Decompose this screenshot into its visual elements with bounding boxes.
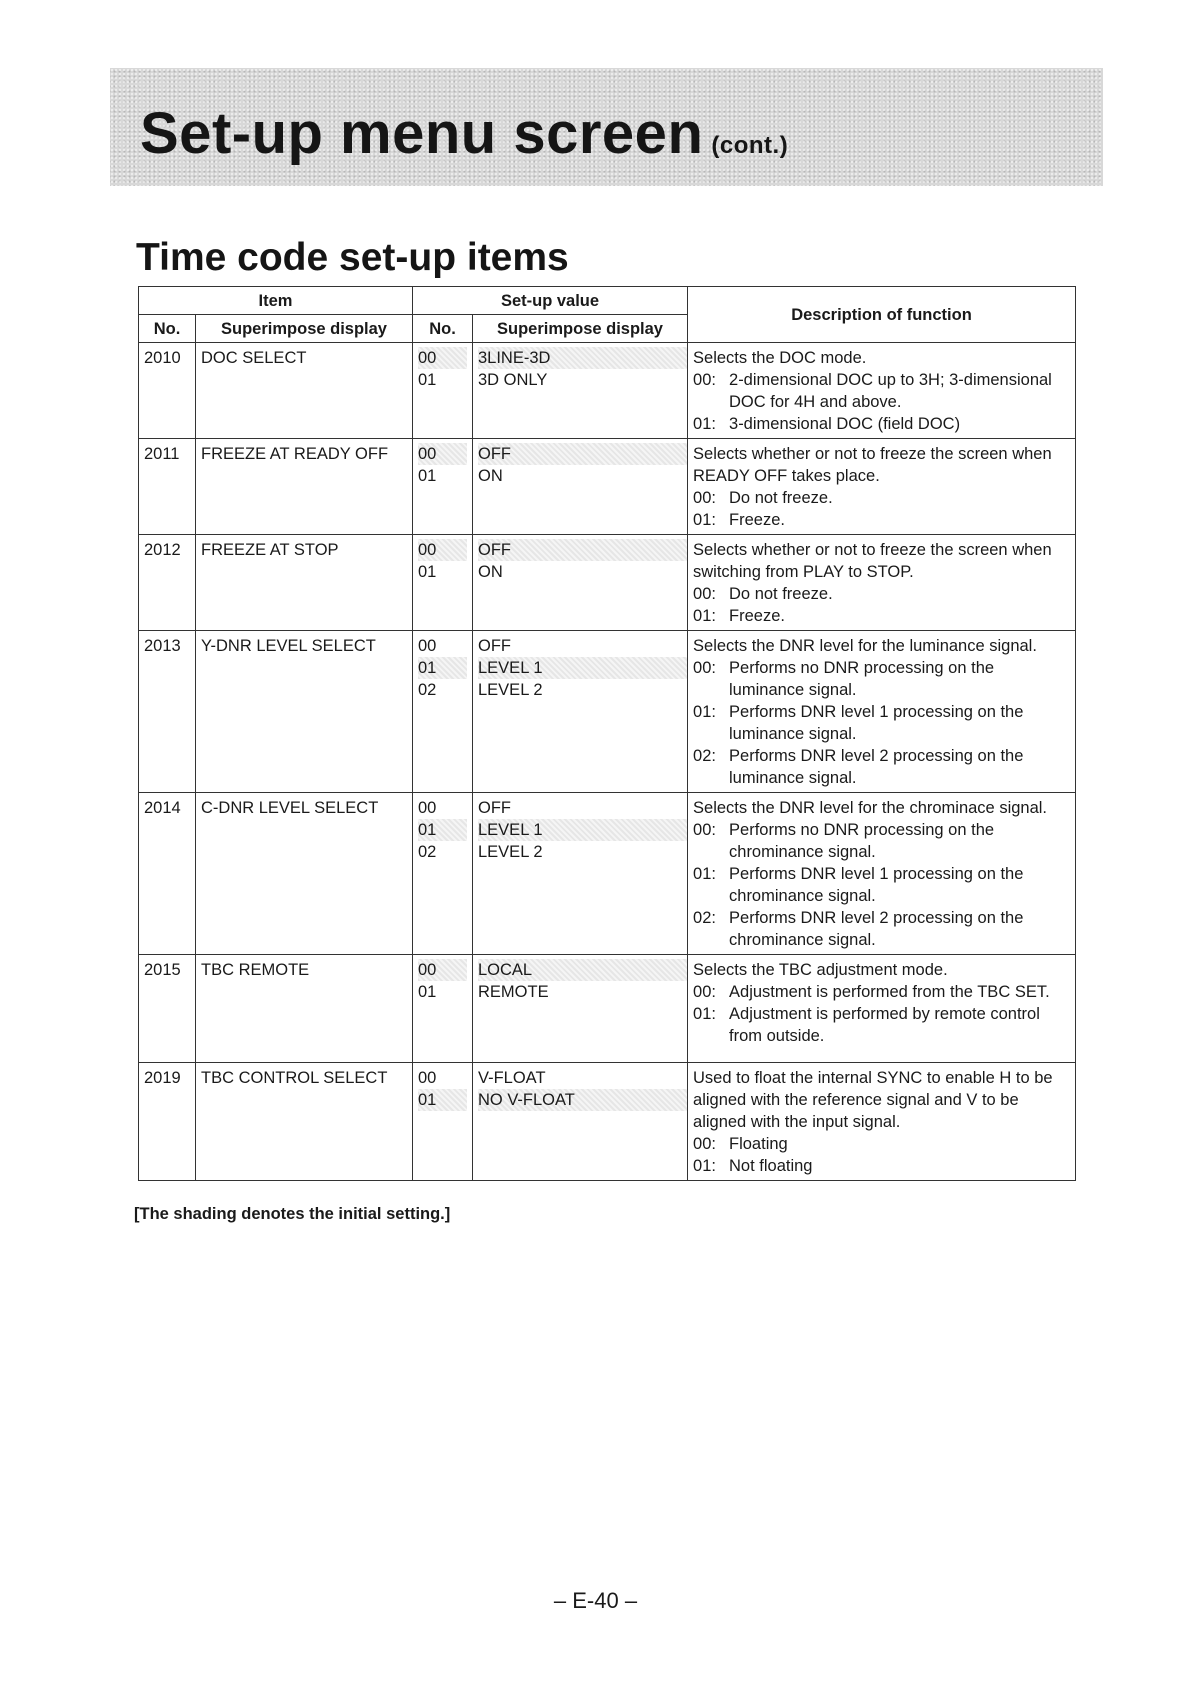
page-number: – E-40 – — [553, 1588, 638, 1613]
table-row — [139, 955, 1076, 1063]
table-row — [139, 793, 1076, 955]
setup-value-number: 01 — [418, 467, 437, 485]
setup-value-label: OFF — [478, 443, 688, 465]
setup-value-number: 01 — [418, 983, 437, 1001]
option-text: Adjustment is performed from the TBC SET. — [729, 983, 1050, 1001]
option-text: Floating — [729, 1135, 788, 1153]
header-item-no: No. — [139, 315, 196, 343]
description-option — [693, 981, 1070, 1003]
function-description — [688, 535, 1076, 631]
option-text: Performs DNR level 2 processing on the luminance signal. — [729, 747, 1024, 787]
table-header-row-1 — [139, 287, 1076, 315]
function-description — [688, 343, 1076, 439]
setup-value-number: 00 — [418, 637, 437, 655]
option-text: Performs DNR level 1 processing on the luminance signal. — [729, 703, 1024, 743]
option-text: Performs no DNR processing on the luminance signal. — [729, 659, 995, 699]
description-text: Selects whether or not to freeze the screen when READY OFF takes place. — [693, 445, 1052, 485]
item-number: 2011 — [139, 439, 196, 535]
setup-value-displays — [473, 793, 688, 955]
option-key: 00: — [693, 983, 716, 1001]
setup-value-label: NO V-FLOAT — [478, 1089, 688, 1111]
setup-value-number: 01 — [418, 371, 437, 389]
option-key: 00: — [693, 489, 716, 507]
option-key: 01: — [693, 703, 716, 721]
setup-value-numbers — [413, 439, 473, 535]
setup-value-numbers — [413, 343, 473, 439]
table-row — [139, 343, 1076, 439]
option-text: Not floating — [729, 1157, 813, 1175]
description-text: Selects the DOC mode. — [693, 349, 867, 367]
option-key: 02: — [693, 909, 716, 927]
table-row — [139, 631, 1076, 793]
option-text: 3-dimensional DOC (field DOC) — [729, 415, 961, 433]
header-item-superimpose: Superimpose display — [196, 315, 413, 343]
description-option — [693, 657, 1070, 701]
description-option — [693, 701, 1070, 745]
option-text: Do not freeze. — [729, 489, 833, 507]
setup-value-number: 02 — [418, 681, 437, 699]
header-banner — [110, 68, 1103, 186]
page-title-text: Set-up menu screen — [140, 101, 704, 166]
option-key: 00: — [693, 371, 716, 389]
setup-value-number: 01 — [418, 657, 467, 679]
description-option — [693, 583, 1070, 605]
setup-value-label: LEVEL 2 — [478, 681, 543, 699]
description-option — [693, 907, 1070, 951]
setup-value-numbers — [413, 535, 473, 631]
setup-value-label: 3LINE-3D — [478, 347, 688, 369]
item-superimpose-display: TBC REMOTE — [196, 955, 413, 1063]
description-option — [693, 605, 1070, 627]
description-option — [693, 487, 1070, 509]
item-superimpose-display: Y-DNR LEVEL SELECT — [196, 631, 413, 793]
item-superimpose-display: C-DNR LEVEL SELECT — [196, 793, 413, 955]
item-superimpose-display: FREEZE AT STOP — [196, 535, 413, 631]
setup-value-numbers — [413, 1063, 473, 1181]
option-key: 01: — [693, 1157, 716, 1175]
table-body — [139, 343, 1076, 1181]
option-text: 2-dimensional DOC up to 3H; 3-dimensional DOC for 4H and above. — [729, 371, 1052, 411]
setup-value-number: 00 — [418, 959, 467, 981]
option-key: 00: — [693, 821, 716, 839]
option-key: 01: — [693, 415, 716, 433]
setup-value-number: 02 — [418, 843, 437, 861]
option-text: Freeze. — [729, 607, 785, 625]
item-superimpose-display: DOC SELECT — [196, 343, 413, 439]
description-text: Selects the DNR level for the chrominace signal. — [693, 799, 1048, 817]
description-text: Selects whether or not to freeze the screen when switching from PLAY to STOP. — [693, 541, 1052, 581]
setup-value-numbers — [413, 955, 473, 1063]
setup-value-displays — [473, 1063, 688, 1181]
setup-value-number: 00 — [418, 347, 467, 369]
setup-value-label: OFF — [478, 799, 511, 817]
item-superimpose-display: TBC CONTROL SELECT — [196, 1063, 413, 1181]
setup-value-number: 00 — [418, 539, 467, 561]
option-text: Adjustment is performed by remote control from outside. — [729, 1005, 1040, 1045]
option-key: 00: — [693, 585, 716, 603]
function-description — [688, 439, 1076, 535]
setup-value-label: 3D ONLY — [478, 371, 548, 389]
item-number: 2014 — [139, 793, 196, 955]
table-row — [139, 439, 1076, 535]
setup-value-label: LEVEL 1 — [478, 819, 688, 841]
description-option — [693, 1155, 1070, 1177]
option-key: 01: — [693, 607, 716, 625]
setup-value-numbers — [413, 631, 473, 793]
description-option — [693, 369, 1070, 413]
setup-value-number: 00 — [418, 443, 467, 465]
option-key: 00: — [693, 1135, 716, 1153]
setup-value-label: LOCAL — [478, 959, 688, 981]
setup-value-displays — [473, 631, 688, 793]
option-text: Do not freeze. — [729, 585, 833, 603]
page-title — [140, 100, 788, 167]
function-description — [688, 955, 1076, 1063]
setup-value-displays — [473, 439, 688, 535]
option-key: 02: — [693, 747, 716, 765]
option-key: 01: — [693, 511, 716, 529]
setup-value-label: LEVEL 1 — [478, 657, 688, 679]
setup-value-displays — [473, 343, 688, 439]
function-description — [688, 793, 1076, 955]
setup-value-number: 00 — [418, 799, 437, 817]
description-option — [693, 819, 1070, 863]
option-key: 00: — [693, 659, 716, 677]
setup-value-number: 01 — [418, 819, 467, 841]
section-title: Time code set-up items — [136, 236, 569, 279]
header-value-superimpose: Superimpose display — [473, 315, 688, 343]
item-number: 2015 — [139, 955, 196, 1063]
shading-note: [The shading denotes the initial setting.] — [134, 1205, 451, 1223]
table-row — [139, 535, 1076, 631]
description-text: Selects the DNR level for the luminance signal. — [693, 637, 1037, 655]
description-option — [693, 509, 1070, 531]
setup-value-numbers — [413, 793, 473, 955]
item-number: 2019 — [139, 1063, 196, 1181]
setup-items-table — [138, 286, 1076, 1181]
description-option — [693, 1133, 1070, 1155]
description-option — [693, 863, 1070, 907]
setup-value-label: ON — [478, 563, 503, 581]
setup-value-label: REMOTE — [478, 983, 549, 1001]
description-option — [693, 745, 1070, 789]
description-option — [693, 1003, 1070, 1047]
setup-value-number: 00 — [418, 1069, 437, 1087]
description-option — [693, 413, 1070, 435]
option-text: Performs no DNR processing on the chrominance signal. — [729, 821, 995, 861]
function-description — [688, 631, 1076, 793]
header-setup-value: Set-up value — [413, 287, 688, 315]
setup-value-label: LEVEL 2 — [478, 843, 543, 861]
item-number: 2012 — [139, 535, 196, 631]
setup-value-label: OFF — [478, 637, 511, 655]
option-text: Performs DNR level 1 processing on the chrominance signal. — [729, 865, 1024, 905]
option-text: Performs DNR level 2 processing on the chrominance signal. — [729, 909, 1024, 949]
option-key: 01: — [693, 865, 716, 883]
option-text: Freeze. — [729, 511, 785, 529]
header-description: Description of function — [688, 287, 1076, 343]
item-number: 2013 — [139, 631, 196, 793]
description-text: Used to float the internal SYNC to enable H to be aligned with the reference signal and V to be aligned with the input signal. — [693, 1069, 1053, 1131]
table-row — [139, 1063, 1076, 1181]
item-number: 2010 — [139, 343, 196, 439]
description-text: Selects the TBC adjustment mode. — [693, 961, 948, 979]
option-key: 01: — [693, 1005, 716, 1023]
function-description — [688, 1063, 1076, 1181]
setup-value-displays — [473, 535, 688, 631]
header-item: Item — [139, 287, 413, 315]
setup-value-label: V-FLOAT — [478, 1069, 546, 1087]
setup-value-label: OFF — [478, 539, 688, 561]
item-superimpose-display: FREEZE AT READY OFF — [196, 439, 413, 535]
setup-value-number: 01 — [418, 1089, 467, 1111]
header-value-no: No. — [413, 315, 473, 343]
setup-value-label: ON — [478, 467, 503, 485]
setup-value-displays — [473, 955, 688, 1063]
page-title-suffix: (cont.) — [711, 132, 789, 159]
setup-value-number: 01 — [418, 563, 437, 581]
